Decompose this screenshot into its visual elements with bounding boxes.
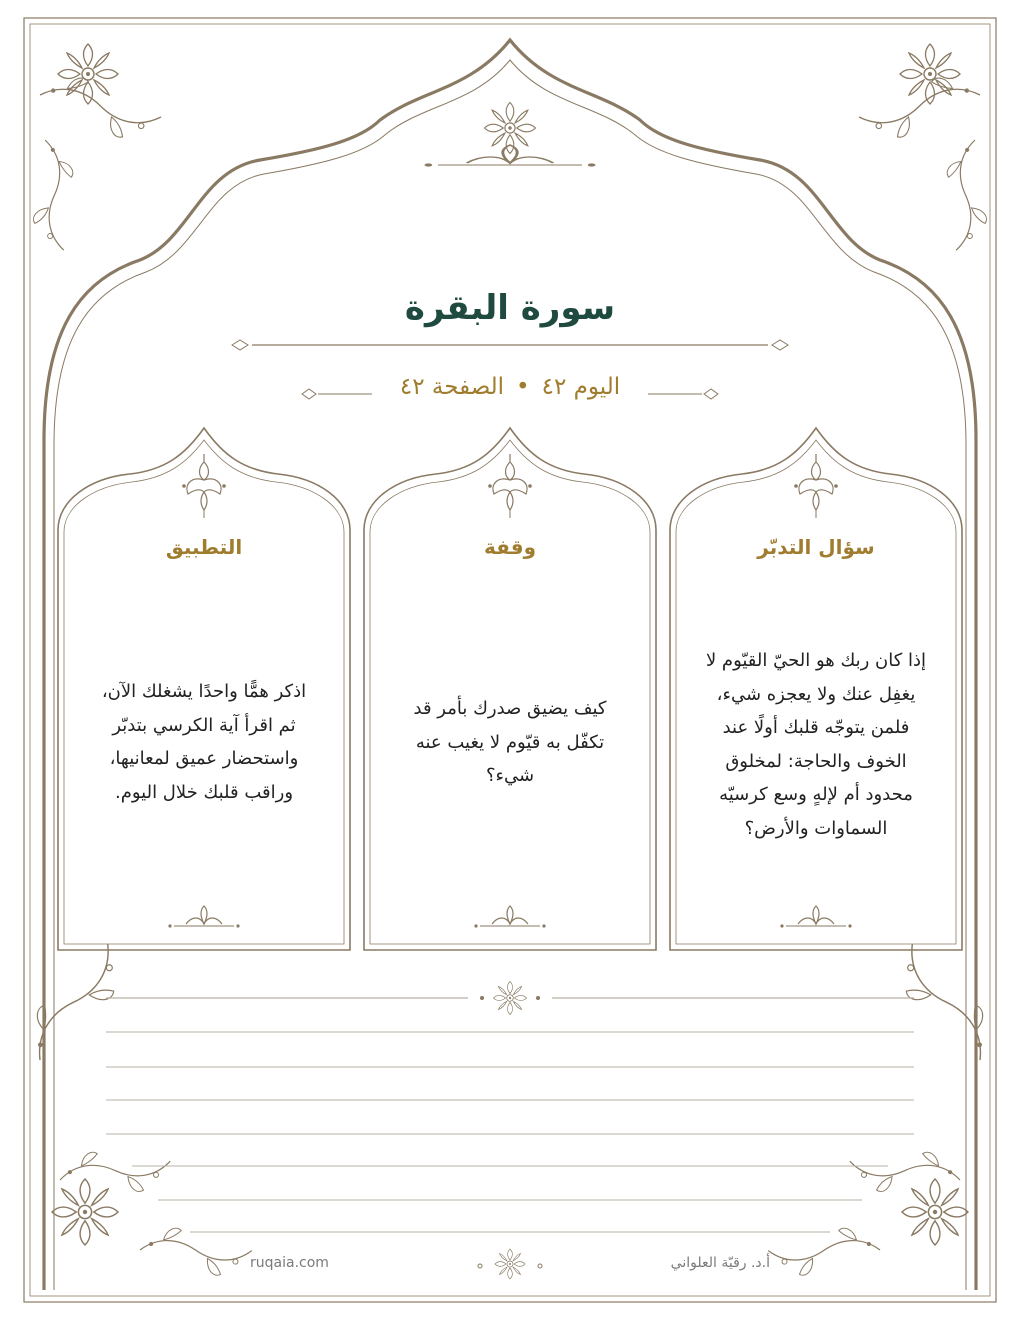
card-line: ثم اقرأ آية الكرسي بتدبّر [112, 714, 296, 736]
footer-website: ruqaia.com [250, 1255, 329, 1271]
card-line: تكفّل به قيّوم لا يغيب عنه [415, 731, 605, 753]
day-label: اليوم ٤٢ [541, 374, 621, 400]
day-page-subtitle [0, 374, 1020, 400]
card-title-reflection-question: سؤال التدبّر [757, 535, 875, 559]
card-title-application: التطبيق [165, 535, 243, 559]
card-line: كيف يضيق صدرك بأمر قد [413, 698, 607, 719]
separator-dot: • [516, 374, 530, 400]
surah-title: سورة البقرة [404, 288, 616, 328]
card-body-reflection-question [691, 644, 941, 845]
card-title-pause: وقفة [483, 535, 537, 559]
card-body-application [79, 675, 329, 809]
card-line: اذكر همًّا واحدًا يشغلك الآن، [101, 681, 307, 702]
card-body-pause [385, 692, 635, 793]
card-line: واستحضار عميق لمعانيها، [109, 748, 299, 769]
card-line: فلمن يتوجّه قلبك أولًا عند [722, 717, 910, 738]
card-line: إذا كان ربك هو الحيّ القيّوم لا [705, 650, 927, 671]
card-line: يغفِل عنك ولا يعجزه شيء، [716, 683, 916, 705]
card-line: السماوات والأرض؟ [744, 817, 888, 839]
card-line: وراقب قلبك خلال اليوم. [114, 781, 294, 803]
footer-author: أ.د. رقيّة العلواني [670, 1255, 770, 1271]
card-line: شيء؟ [485, 765, 535, 786]
card-line: محدود أم لإلهٍ وسع كرسيّه [719, 784, 913, 805]
page-label: الصفحة ٤٢ [399, 374, 505, 400]
card-line: الخوف والحاجة: لمخلوق [725, 750, 907, 772]
